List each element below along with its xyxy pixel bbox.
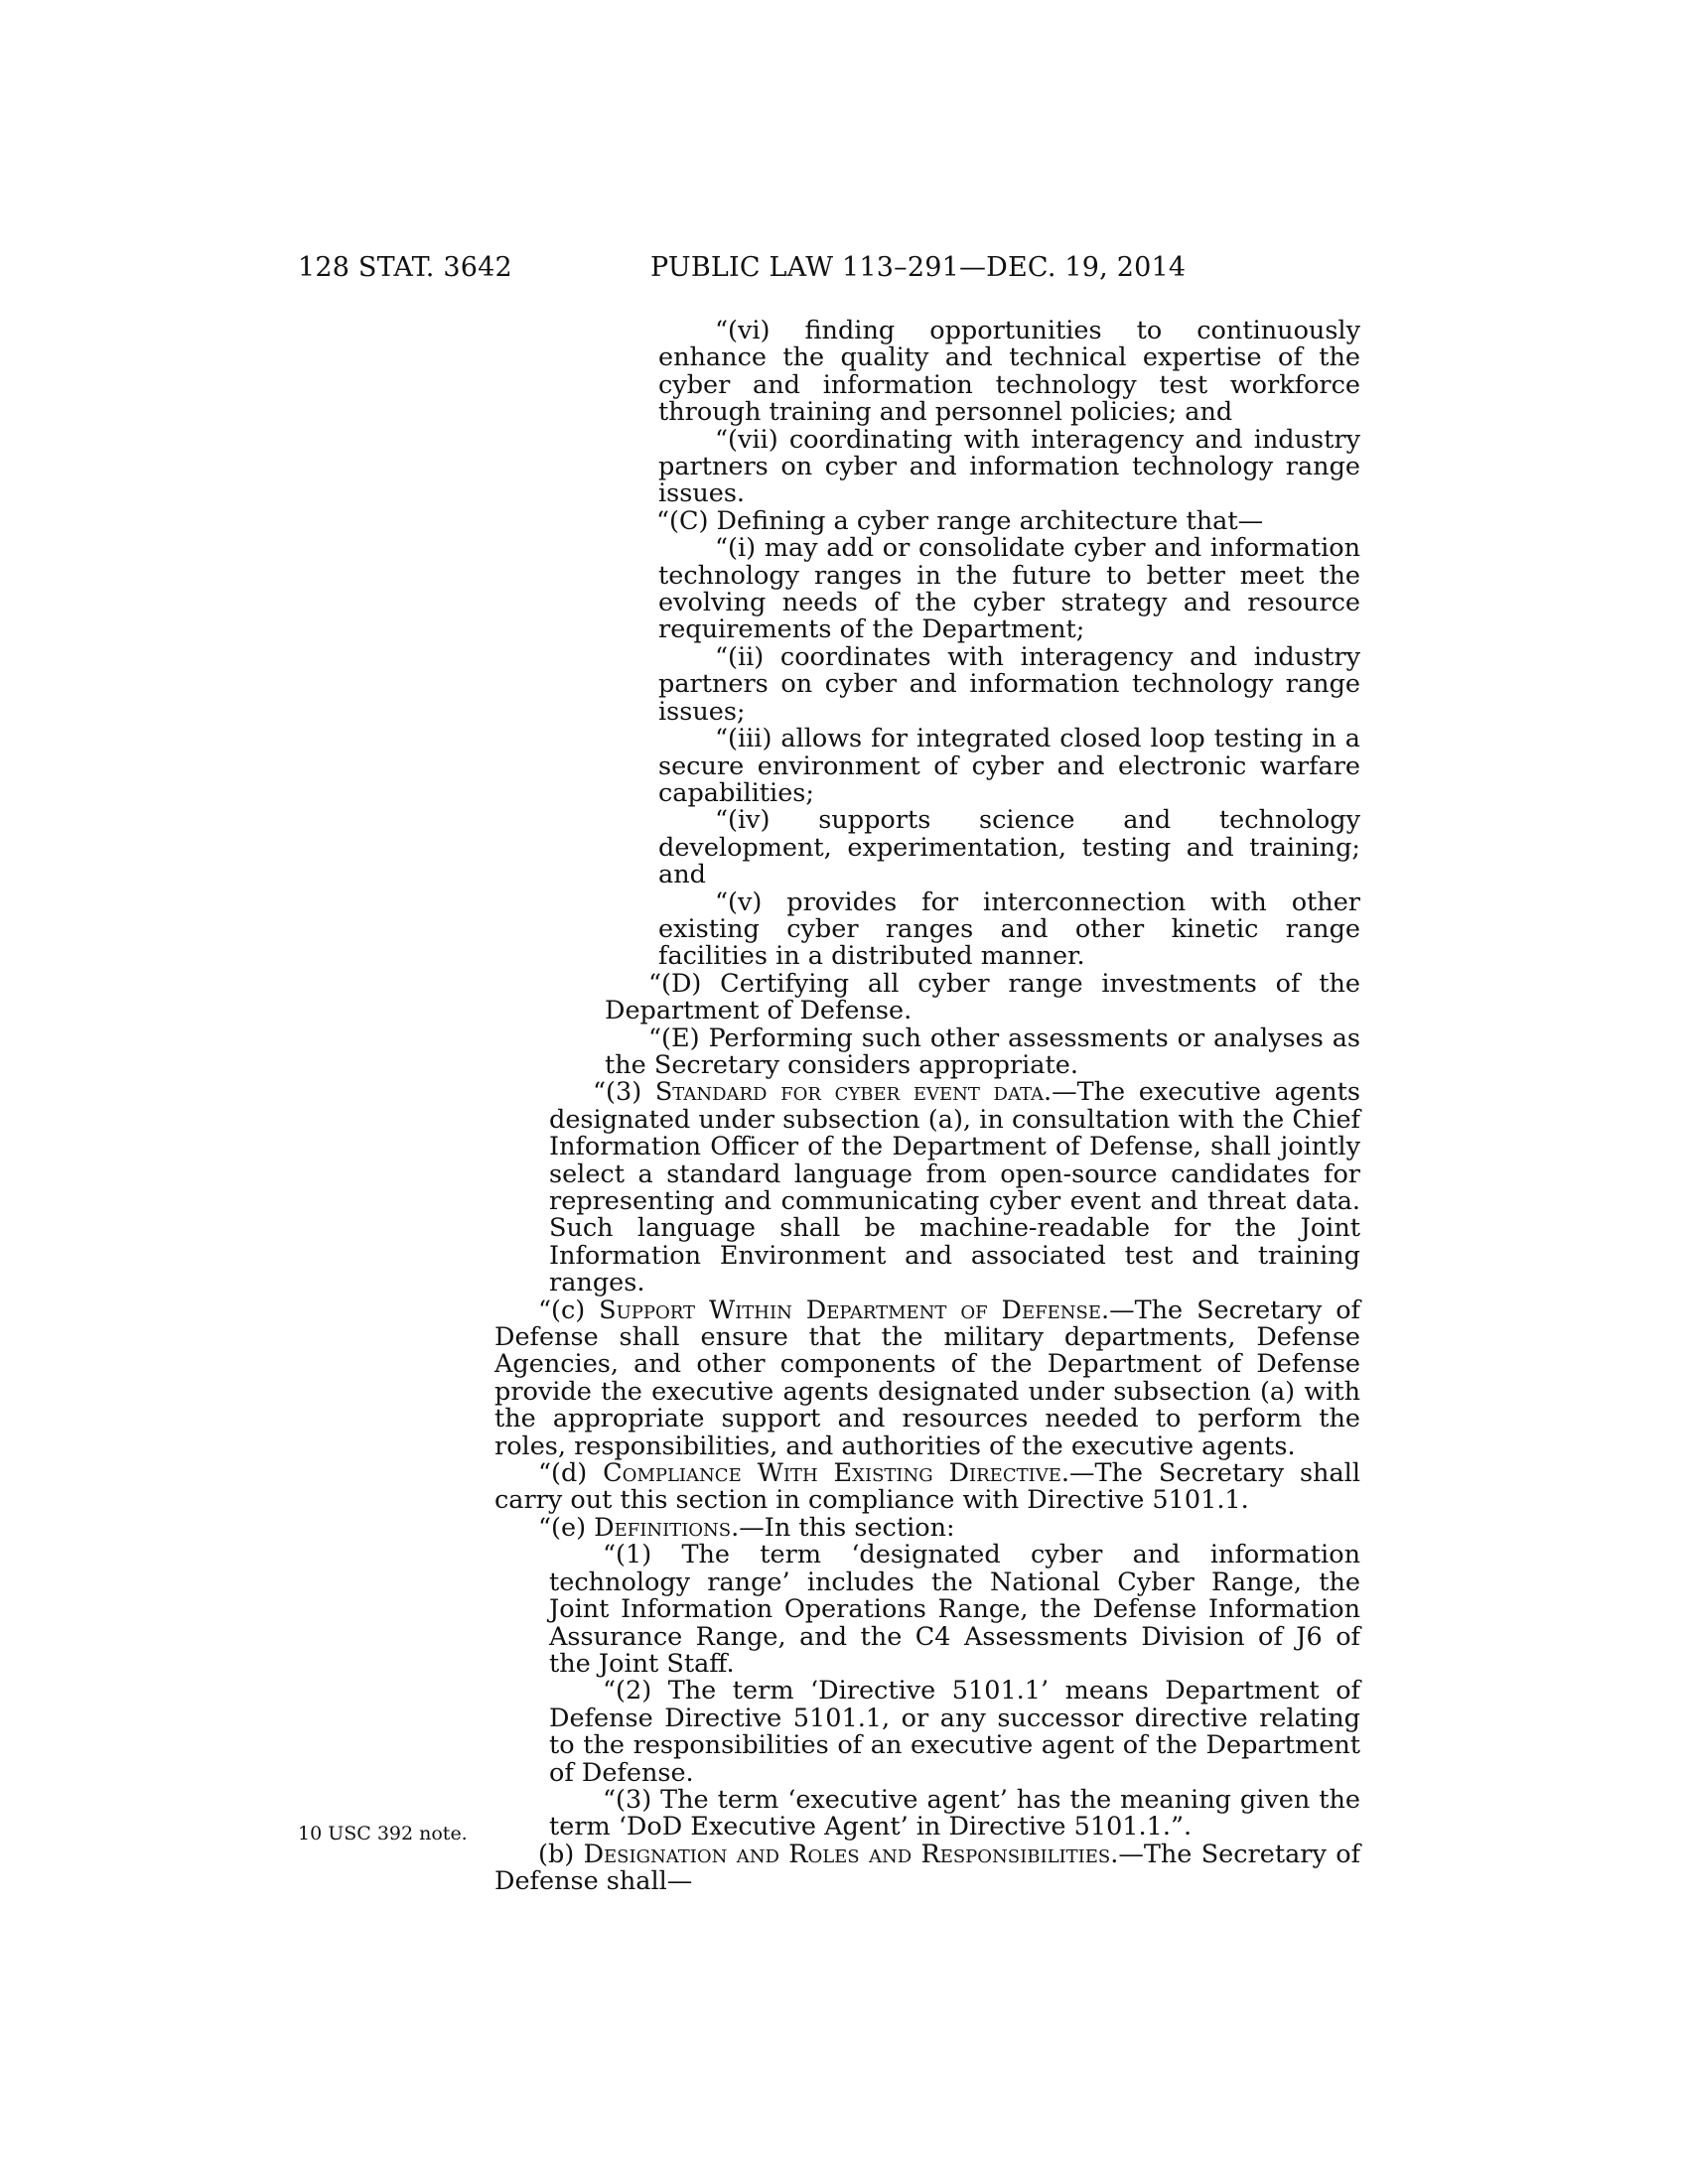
definition-1: “(1) The term ‘designated cyber and information technology range’ includes the National Cyber Range, the Joint Information Operations Range, the Defense Information Assurance Range, and the C4 Assessments Division of J6 of the Joint Staff. bbox=[549, 1540, 1360, 1679]
paragraph-lead: “(c) bbox=[538, 1295, 600, 1325]
paragraph-D: “(D) Certifying all cyber range investments of the Department of Defense. bbox=[605, 968, 1360, 1026]
paragraph-text: —In this section: bbox=[739, 1512, 955, 1543]
paragraph-vi: “(vi) finding opportunities to continuously enhance the quality and technical expertise of the cyber and information technology test workforce through training and personnel policies; and bbox=[658, 316, 1360, 428]
definition-2: “(2) The term ‘Directive 5101.1’ means Department of Defense Directive 5101.1, or any successor directive relating to the responsibilities of an executive agent of the Department of Defense. bbox=[549, 1676, 1360, 1788]
paragraph-3-standard bbox=[549, 1079, 1360, 1297]
paragraph-text: —The executive agents designated under subsection (a), in consultation with the Chief Information Officer of the Department of Defense, shall jointly select a standard language from open-source candidates for representing and communicating cyber event and threat data. Such language shall be machine-readable for the Joint Information Environment and associated test and training ranges. bbox=[549, 1077, 1361, 1298]
section-caption: Support Within Department of Defense. bbox=[599, 1295, 1110, 1325]
subsection-d bbox=[494, 1460, 1360, 1515]
paragraph-lead: (b) bbox=[538, 1839, 584, 1869]
paragraph-C-v: “(v) provides for interconnection with other existing cyber ranges and other kinetic range facilities in a distributed manner. bbox=[658, 887, 1360, 972]
paragraph-E: “(E) Performing such other assessments or analyses as the Secretary considers appropriate. bbox=[605, 1023, 1360, 1080]
definition-3: “(3) The term ‘executive agent’ has the meaning given the term ‘DoD Executive Agent’ in Directive 5101.1.”. bbox=[549, 1784, 1360, 1843]
paragraph-C-i: “(i) may add or consolidate cyber and information technology ranges in the future to better meet the evolving needs of the cyber strategy and resource requirements of the Department; bbox=[658, 533, 1360, 645]
section-caption: Standard for cyber event data. bbox=[654, 1077, 1053, 1108]
section-caption: Definitions. bbox=[594, 1512, 740, 1543]
section-caption: Designation and Roles and Responsibilities. bbox=[583, 1839, 1119, 1869]
paragraph-text: —The Secretary shall carry out this section in compliance with Directive 5101.1. bbox=[494, 1458, 1360, 1516]
paragraph-text: —The Secretary of Defense shall ensure that the military departments, Defense Agencies, and other components of the Department of Defense provide the executive agents designated under subsection (a) with the appropriate support and resources needed to perform the roles, responsibilities, and authorities of the executive agents. bbox=[494, 1295, 1360, 1461]
subsection-e bbox=[494, 1512, 1360, 1543]
paragraph-vii: “(vii) coordinating with interagency and industry partners on cyber and information technology range issues. bbox=[658, 424, 1360, 509]
paragraph-lead: “(d) bbox=[538, 1458, 604, 1489]
subsection-c bbox=[494, 1297, 1360, 1460]
paragraph-text: —The Secretary of Defense shall— bbox=[494, 1839, 1361, 1897]
statute-citation: 128 STAT. 3642 bbox=[298, 252, 512, 283]
section-caption: Compliance With Existing Directive. bbox=[603, 1458, 1069, 1489]
page-title: PUBLIC LAW 113–291—DEC. 19, 2014 bbox=[650, 252, 1187, 283]
paragraph-C-iv: “(iv) supports science and technology development, experimentation, testing and training; and bbox=[658, 805, 1360, 890]
margin-note: 10 USC 392 note. bbox=[298, 1823, 468, 1844]
subsection-b bbox=[494, 1839, 1361, 1897]
paragraph-C: “(C) Defining a cyber range architecture that— bbox=[656, 505, 1264, 536]
paragraph-lead: “(e) bbox=[538, 1512, 595, 1543]
paragraph-C-ii: “(ii) coordinates with interagency and industry partners on cyber and information technology range issues; bbox=[658, 641, 1360, 727]
paragraph-lead: “(3) bbox=[593, 1077, 655, 1108]
document-body bbox=[494, 318, 1360, 1896]
paragraph-C-iii: “(iii) allows for integrated closed loop testing in a secure environment of cyber and electronic warfare capabilities; bbox=[658, 724, 1360, 808]
